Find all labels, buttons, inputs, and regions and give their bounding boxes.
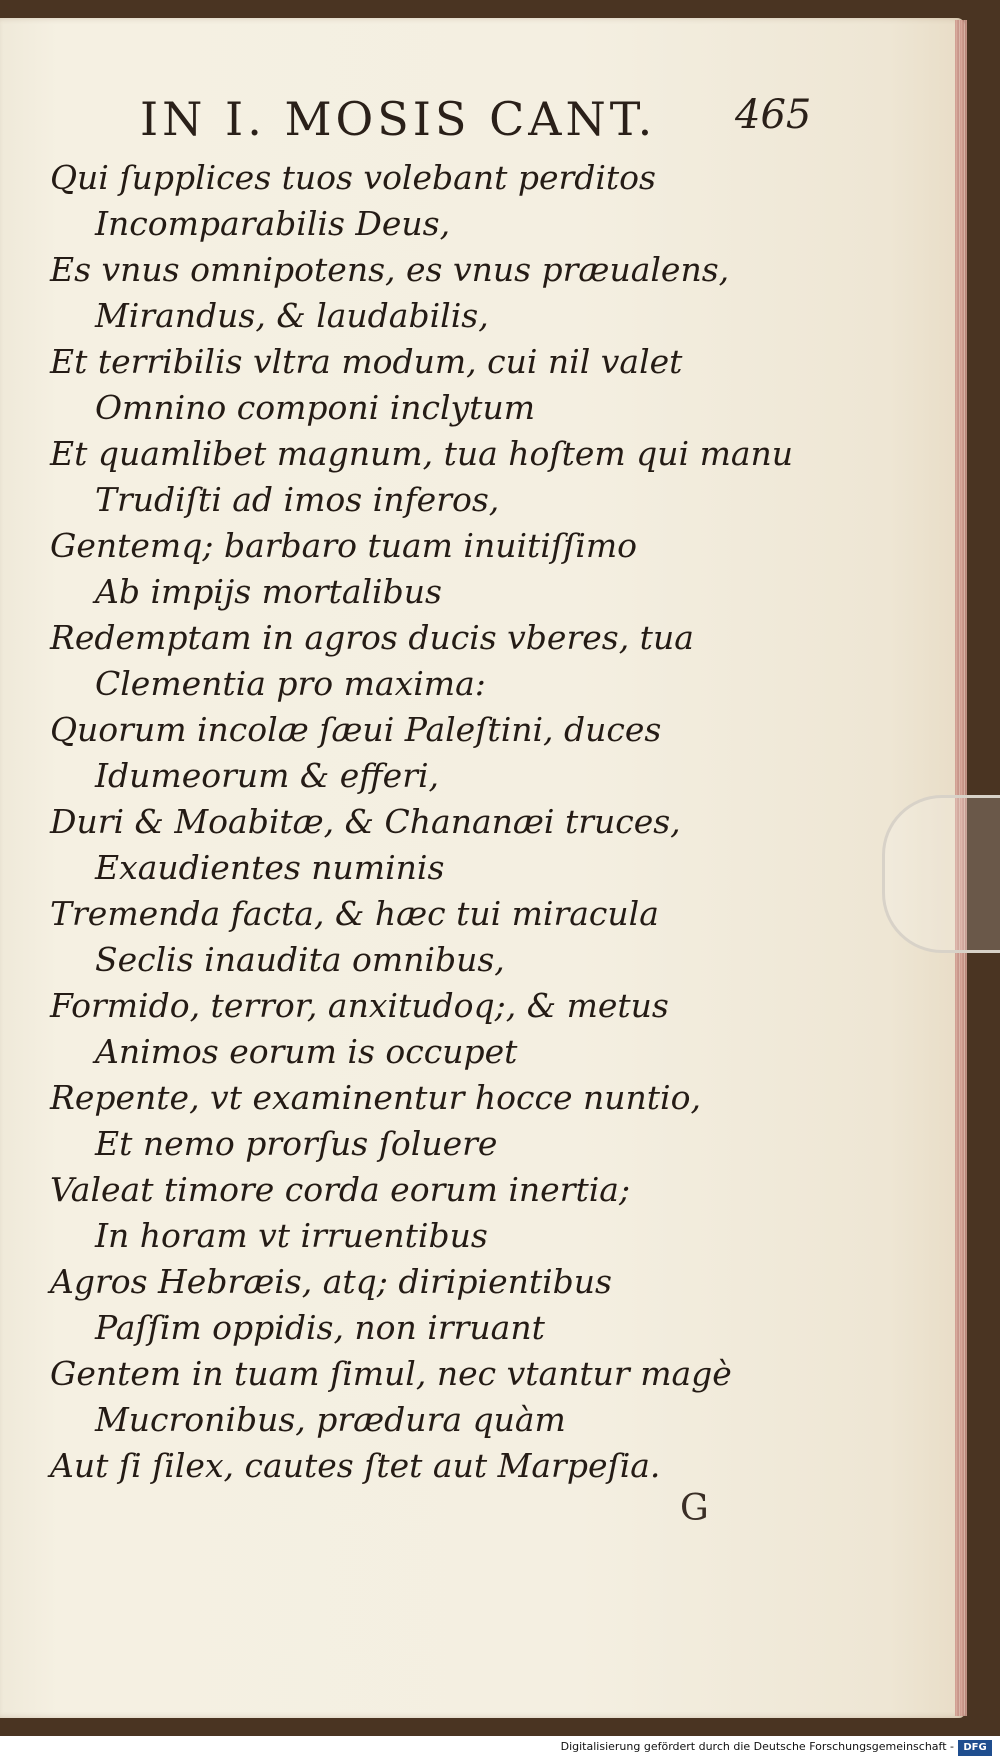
footer-credit: Digitalisierung gefördert durch die Deutsche Forschungsgemeinschaft - (560, 1740, 954, 1753)
running-head (140, 92, 820, 152)
verse-line: Et nemo prorſus ſoluere (95, 1124, 498, 1163)
verse-line: Es vnus omnipotens, es vnus præualens, (50, 250, 730, 289)
page-number: 465 (735, 92, 812, 138)
verse-line: Tremenda facta, & hæc tui miracula (50, 894, 659, 933)
verse-line: Seclis inaudita omnibus, (95, 940, 505, 979)
verse-line: Aut ſi ſilex, cautes ſtet aut Marpeſia. (50, 1446, 661, 1485)
verse-line: Ab impijs mortalibus (95, 572, 442, 611)
verse-line: Agros Hebræis, atq; diripientibus (50, 1262, 612, 1301)
verse-line: Et terribilis vltra modum, cui nil valet (50, 342, 683, 381)
verse-line: Animos eorum is occupet (95, 1032, 518, 1071)
running-title: IN I. MOSIS CANT. (140, 92, 657, 146)
verse-line: Omnino componi inclytum (95, 388, 535, 427)
verse-line: Gentemq; barbaro tuam inuitiſſimo (50, 526, 638, 565)
verse-line: Mucronibus, prædura quàm (95, 1400, 566, 1439)
verse-line: Redemptam in agros ducis vberes, tua (50, 618, 694, 657)
verse-line: Exaudientes numinis (95, 848, 445, 887)
verse-line: Qui ſupplices tuos volebant perditos (50, 158, 656, 197)
verse-line: Clementia pro maxima: (95, 664, 486, 703)
footer-bar (0, 1736, 1000, 1760)
verse-line: Quorum incolæ ſæui Paleſtini, duces (50, 710, 662, 749)
signature-mark: G (680, 1488, 709, 1529)
verse-line: Mirandus, & laudabilis, (95, 296, 489, 335)
verse-list (50, 155, 830, 1489)
verse-line: Valeat timore corda eorum inertia; (50, 1170, 631, 1209)
verse-line: Incomparabilis Deus, (95, 204, 451, 243)
verse-line: Paſſim oppidis, non irruant (95, 1308, 545, 1347)
verse-line: Repente, vt examinentur hocce nuntio, (50, 1078, 701, 1117)
verse-line: Et quamlibet magnum, tua hoſtem qui manu (50, 434, 794, 473)
verse-line: Formido, terror, anxitudoq;, & metus (50, 986, 669, 1025)
verse-line: Trudiſti ad imos inferos, (95, 480, 500, 519)
verse-line: Duri & Moabitæ, & Chananæi truces, (50, 802, 681, 841)
verse-line: In horam vt irruentibus (95, 1216, 488, 1255)
dfg-logo: DFG (958, 1740, 992, 1756)
verse-line: Gentem in tuam ſimul, nec vtantur magè (50, 1354, 732, 1393)
verse-line: Idumeorum & efferi, (95, 756, 440, 795)
glass-clip (882, 795, 1000, 953)
